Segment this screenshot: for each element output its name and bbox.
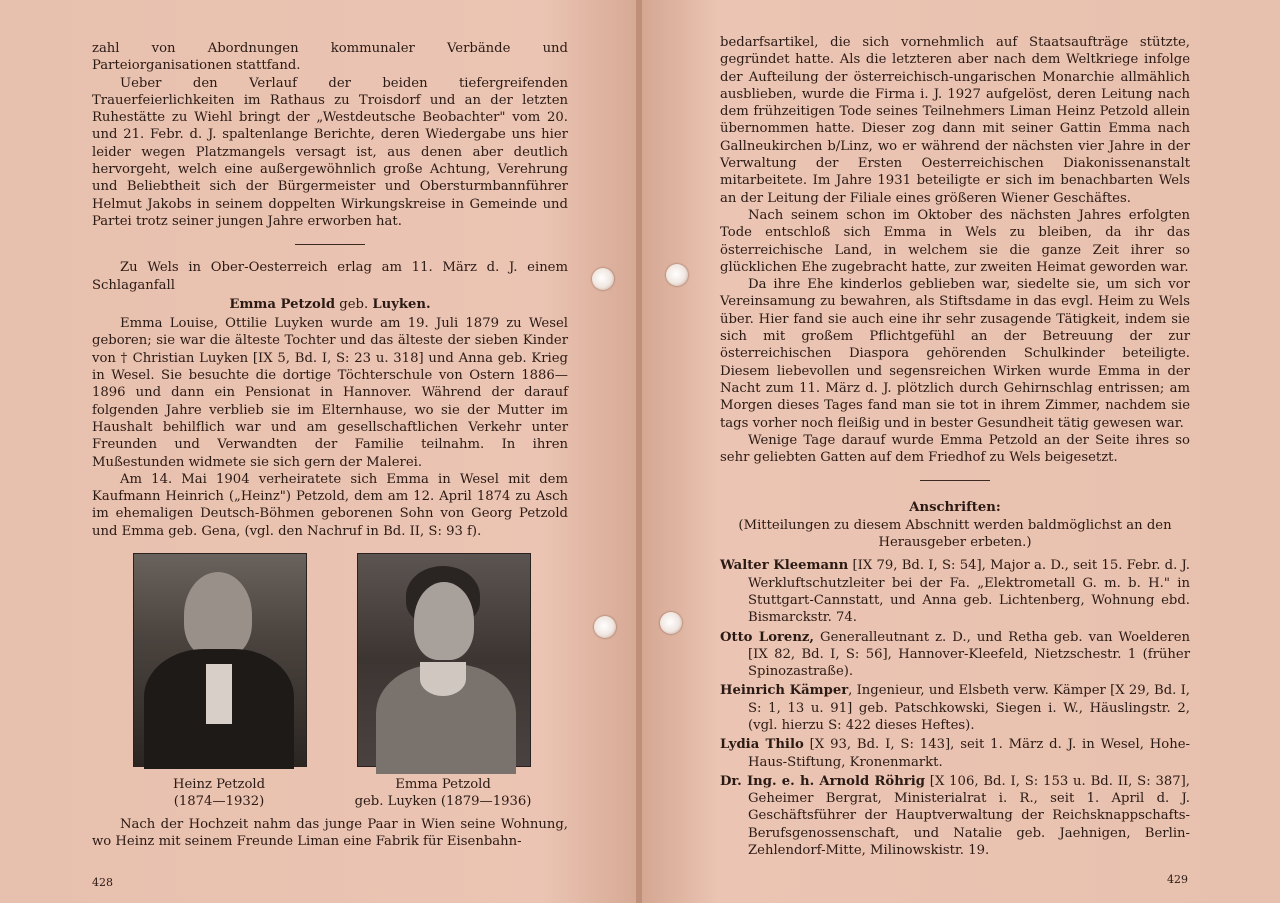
left-text-top — [92, 40, 568, 540]
section-divider — [295, 244, 365, 245]
section-heading: Anschriften: — [909, 500, 1001, 516]
left-top-paragraph: zahl von Abordnungen kommunaler Verbände und Parteiorganisationen stattfand. — [92, 41, 568, 74]
right-paragraph-4: Wenige Tage darauf wurde Emma Petzold an der Seite ihres so sehr geliebten Gatten auf dem Friedhof zu Wels beigesetzt. — [720, 432, 1190, 466]
bio-paragraph-1: Emma Louise, Ottilie Luyken wurde am 19. Juli 1879 zu Wesel geboren; sie war die älteste Tochter und das älteste der sieben Kinder von † Christian Luyken [IX 5, Bd. I, S: 23 u. 318] und Anna geb. Krieg in Wesel. Sie besuchte die dortige Töchterschule von Ostern 1886—1896 und dann ein Pensionat in Hannover. Während der darauf folgenden Jahre verblieb sie im Elternhause, wo sie der Mutter im Haushalt behilflich war und am gesellschaftlichen Verkehr unter Freunden und Verwandten der Familie teilnahm. In ihren Mußestunden widmete sie sich gern der Malerei. — [92, 316, 568, 470]
left-paragraph-2: Ueber den Verlauf der beiden tiefergreifenden Trauerfeierlichkeiten im Rathaus zu Troisdorf und an der letzten Ruhestätte zu Wiehl bringt der „Westdeutsche Beobachter" vom 20. und 21. Febr. d. J. spaltenlange Berichte, deren Wiedergabe uns hier leider wegen Platzmangels versagt ist, aus denen aber deutlich hervorgeht, welch eine außergewöhnlich große Achtung, Verehrung und Beliebtheit sich der Bürgermeister und Obersturmbannführer Helmut Jakobs in seinem doppelten Wirkungskreise in Gemeinde und Partei trotz seiner jungen Jahre erworben hat. — [92, 75, 568, 229]
bio-paragraph-2: Am 14. Mai 1904 verheiratete sich Emma in Wesel mit dem Kaufmann Heinrich („Heinz") Petzold, dem am 12. April 1874 zu Asch im ehemaligen Deutsch-Böhmen geborenen Sohn von Georg Petzold und Emma geb. Gena, (vgl. den Nachruf in Bd. II, S: 93 f). — [92, 471, 568, 539]
caption-emma-name: Emma Petzold — [395, 777, 491, 792]
heading-name: Emma Petzold — [229, 296, 336, 312]
page-number-left: 428 — [92, 876, 113, 889]
address-entry: Lydia Thilo [X 93, Bd. I, S: 143], seit 1. März d. J. in Wesel, Hohe-Haus-Stiftung, Kronenmarkt. — [720, 737, 1190, 770]
heading-maiden: Luyken. — [372, 296, 431, 312]
address-entry: Heinrich Kämper, Ingenieur, und Elsbeth verw. Kämper [X 29, Bd. I, S: 1, 13 u. 91] geb. Patschkowski, Siegen i. W., Häuslingstr. 2, (vgl. hierzu S: 422 dieses Heftes). — [720, 683, 1190, 733]
caption-heinz — [133, 776, 305, 810]
section-divider-right — [920, 480, 990, 481]
caption-heinz-name: Heinz Petzold — [172, 777, 266, 792]
death-notice: Zu Wels in Ober-Oesterreich erlag am 11. März d. J. einem Schlaganfall — [92, 260, 568, 293]
address-entry: Dr. Ing. e. h. Arnold Röhrig [X 106, Bd. I, S: 153 u. Bd. II, S: 387], Geheimer Bergrat, Ministerialrat i. R., seit 1. April d. J. Geschäftsführer der Hauptverwaltung der Reichsknappschafts-Berufsgenossenschaft, und Natalie geb. Jaehnigen, Berlin-Zehlendorf-Mitte, Milinowskistr. 19. — [720, 773, 1190, 859]
address-list — [720, 557, 1190, 859]
right-paragraph-2: Nach seinem schon im Oktober des nächsten Jahres erfolgten Tode entschloß sich Emma in Wels zu bleiben, da ihr das österreichische Land, in welchem sie die ganze Zeit ihrer so glücklichen Ehe zugebracht hatte, zur zweiten Heimat geworden war. — [720, 207, 1190, 275]
portrait-photo-heinz — [133, 553, 307, 767]
left-text-bottom — [92, 816, 568, 851]
binding-hole-right-bottom — [660, 612, 682, 634]
address-entry: Walter Kleemann [IX 79, Bd. I, S: 54], Major a. D., seit 15. Febr. d. J. Werkluftschutzleiter bei der Fa. „Elektrometall G. m. b. H." in Stuttgart-Cannstatt, und Anna geb. Lichtenberg, Wohnung ebd. Bismarckstr. 74. — [720, 558, 1190, 626]
right-paragraph-3: Da ihre Ehe kinderlos geblieben war, siedelte sie, um sich vor Vereinsamung zu bewahren, als Stiftsdame in das evgl. Heim zu Wels über. Hier fand sie auch eine ihr sehr zusagende Tätigkeit, indem sie sich mit großem Pflichtgefühl an der Betreuung der zur österreichischen Diaspora gehörenden Schulkinder beteiligte. Diesem liebevollen und segensreichen Wirken wurde Emma in der Nacht zum 11. März d. J. plötzlich durch Gehirnschlag entrissen; am Morgen dieses Tages fand man sie tot in ihrem Zimmer, nachdem sie tags vorher noch fleißig und in bester Gesundheit tätig gewesen war. — [720, 277, 1190, 431]
caption-emma-dates: geb. Luyken (1879—1936) — [354, 794, 532, 809]
right-paragraph-1: bedarfsartikel, die sich vornehmlich auf Staatsaufträge stützte, gegründet hatte. Als die letzteren aber nach dem Weltkriege infolge der Aufteilung der österreichisch-ungarischen Monarchie allmählich ausblieben, wurde die Firma i. J. 1927 aufgelöst, deren Leitung nach dem frühzeitigen Tode seines Teilnehmers Liman Heinz Petzold allein übernommen hatte. Dieser zog dann mit seiner Gattin Emma nach Gallneukirchen b/Linz, wo er während der nächsten vier Jahre in der Verwaltung der Ersten Oesterreichischen Diakonissenanstalt mitarbeitete. Im Jahre 1931 beteiligte er sich im benachbarten Wels an der Leitung der Filiale eines größeren Wiener Geschäftes. — [720, 35, 1190, 206]
left-page — [0, 0, 638, 903]
binding-hole-right-top — [666, 264, 688, 286]
obituary-heading — [92, 296, 568, 313]
portrait-photo-emma — [357, 553, 531, 767]
caption-heinz-dates: (1874—1932) — [173, 794, 265, 809]
section-note: (Mitteilungen zu diesem Abschnitt werden baldmöglichst an den Herausgeber erbeten.) — [738, 517, 1172, 551]
right-page — [642, 0, 1280, 903]
page-number-right: 429 — [1167, 873, 1188, 886]
caption-emma — [340, 776, 546, 810]
heading-geb: geb. — [339, 296, 369, 312]
right-text — [720, 34, 1190, 861]
left-bottom-paragraph: Nach der Hochzeit nahm das junge Paar in Wien seine Wohnung, wo Heinz mit seinem Freunde Liman eine Fabrik für Eisenbahn- — [92, 817, 568, 850]
binding-hole-left-bottom — [594, 616, 616, 638]
address-entry: Otto Lorenz, Generalleutnant z. D., und Retha geb. van Woelderen [IX 82, Bd. I, S: 56], Hannover-Kleefeld, Nietzschestr. 1 (früher Spinozastraße). — [720, 629, 1190, 680]
binding-hole-left-top — [592, 268, 614, 290]
